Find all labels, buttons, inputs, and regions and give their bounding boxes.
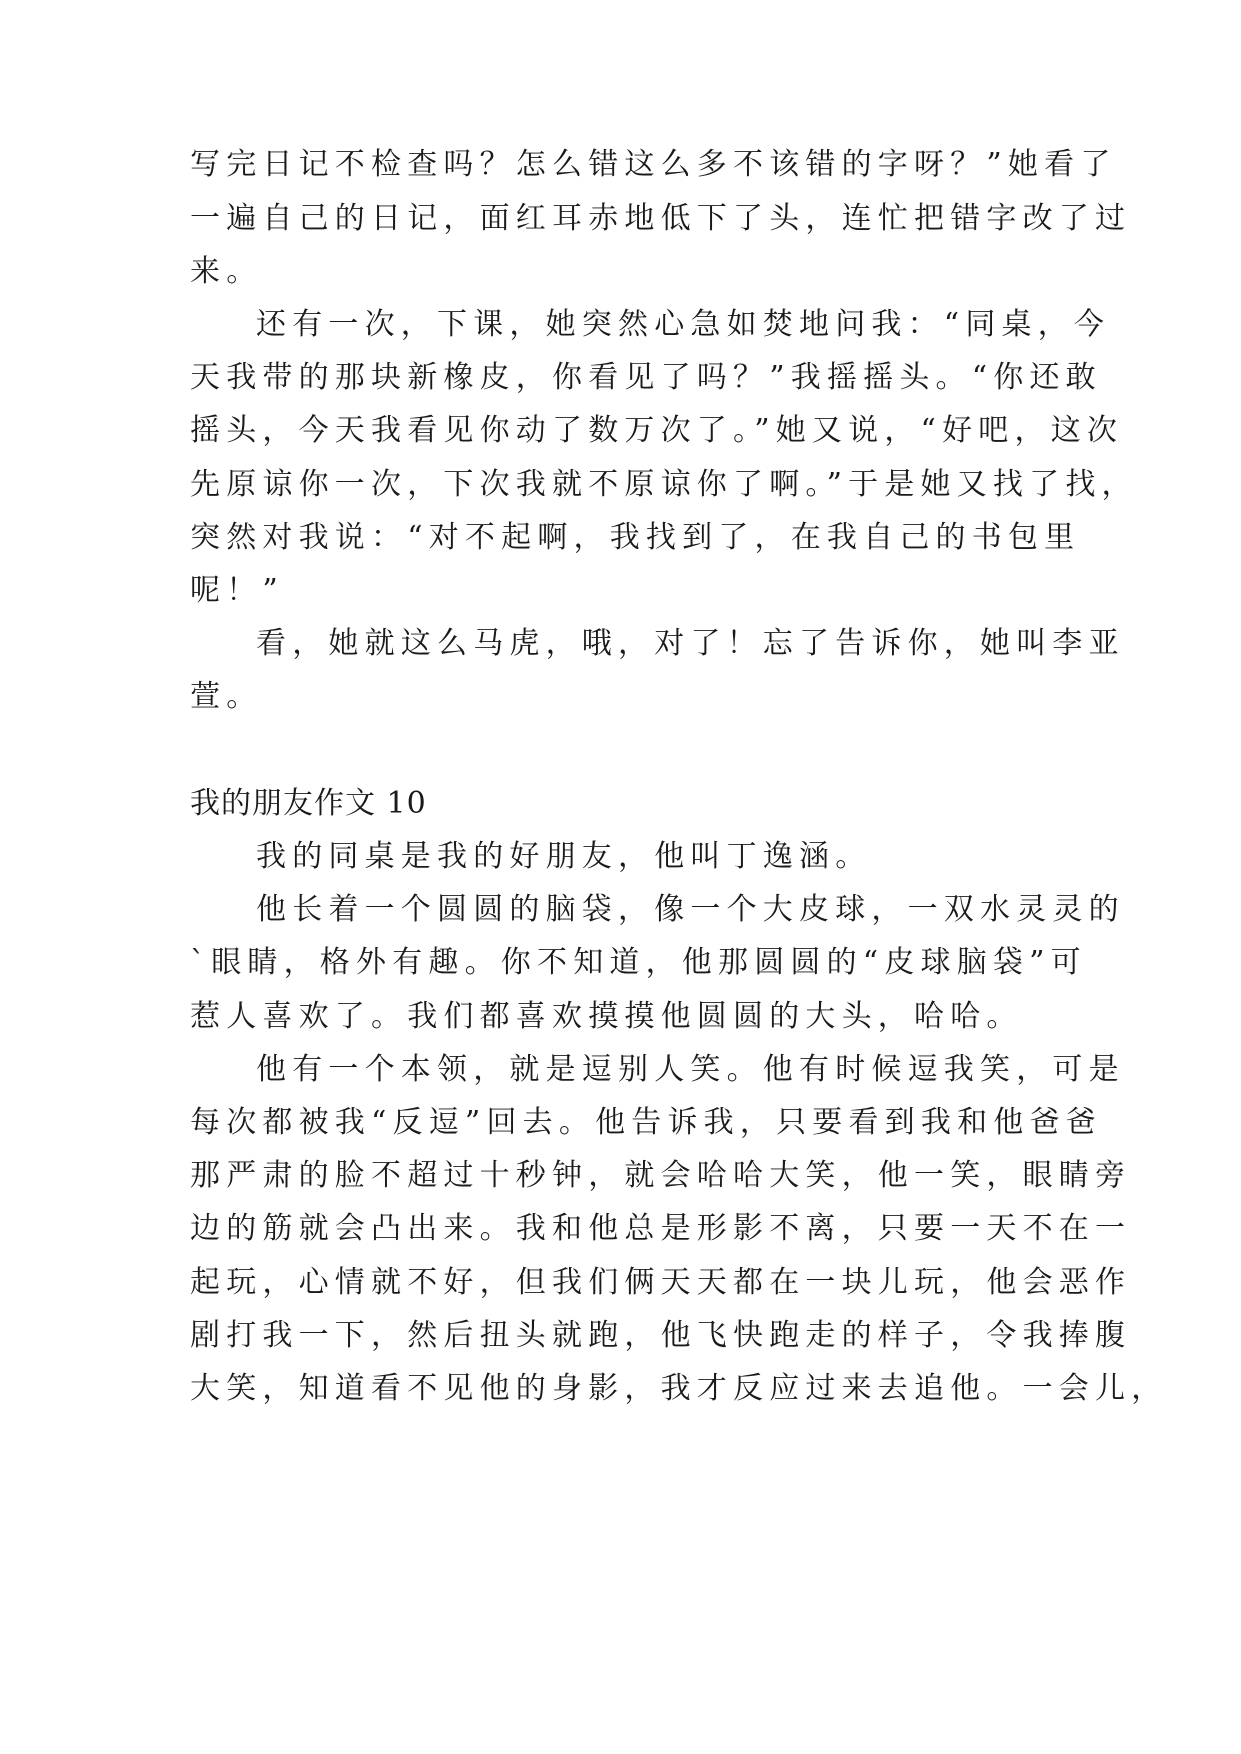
text-line-6: 摇头，今天我看见你动了数万次了。”她又说，“好吧，这次 bbox=[190, 413, 1124, 448]
text-line-11: 萱。 bbox=[190, 679, 263, 714]
text-line-19: 那严肃的脸不超过十秒钟，就会哈哈大笑，他一笑，眼睛旁 bbox=[190, 1158, 1132, 1193]
text-line-15: `眼睛，格外有趣。你不知道，他那圆圆的“皮球脑袋”可 bbox=[190, 945, 1087, 980]
text-line-16: 惹人喜欢了。我们都喜欢摸摸他圆圆的大头，哈哈。 bbox=[190, 999, 1023, 1034]
essay-title: 我的朋友作文 10 bbox=[190, 786, 427, 821]
paragraph-start: 我的同桌是我的好朋友，他叫丁逸涵。 bbox=[256, 839, 872, 874]
text-line-21: 起玩，心情就不好，但我们俩天天都在一块儿玩，他会恶作 bbox=[190, 1265, 1132, 1300]
text-line-2: 一遍自己的日记，面红耳赤地低下了头，连忙把错字改了过 bbox=[190, 201, 1132, 236]
text-line-7: 先原谅你一次，下次我就不原谅你了啊。”于是她又找了找， bbox=[190, 467, 1138, 502]
paragraph-start: 看，她就这么马虎，哦，对了！忘了告诉你，她叫李亚 bbox=[256, 626, 1125, 661]
text-line-22: 剧打我一下，然后扭头就跑，他飞快跑走的样子，令我捧腹 bbox=[190, 1318, 1132, 1353]
text-line-9: 呢！” bbox=[190, 573, 284, 608]
paragraph-start: 他有一个本领，就是逗别人笑。他有时候逗我笑，可是 bbox=[256, 1052, 1125, 1087]
text-line-18: 每次都被我“反逗”回去。他告诉我，只要看到我和他爸爸 bbox=[190, 1105, 1102, 1140]
text-line-3: 来。 bbox=[190, 254, 263, 289]
text-line-23: 大笑，知道看不见他的身影，我才反应过来去追他。一会儿， bbox=[190, 1371, 1168, 1406]
text-line-1: 写完日记不检查吗？怎么错这么多不该错的字呀？”她看了 bbox=[190, 147, 1117, 182]
text-line-20: 边的筋就会凸出来。我和他总是形影不离，只要一天不在一 bbox=[190, 1211, 1132, 1246]
paragraph-start: 他长着一个圆圆的脑袋，像一个大皮球，一双水灵灵的 bbox=[256, 892, 1125, 927]
text-line-8: 突然对我说：“对不起啊，我找到了，在我自己的书包里 bbox=[190, 520, 1081, 555]
text-line-5: 天我带的那块新橡皮，你看见了吗？”我摇摇头。“你还敢 bbox=[190, 360, 1102, 395]
paragraph-start: 还有一次，下课，她突然心急如焚地问我：“同桌，今 bbox=[256, 307, 1111, 342]
